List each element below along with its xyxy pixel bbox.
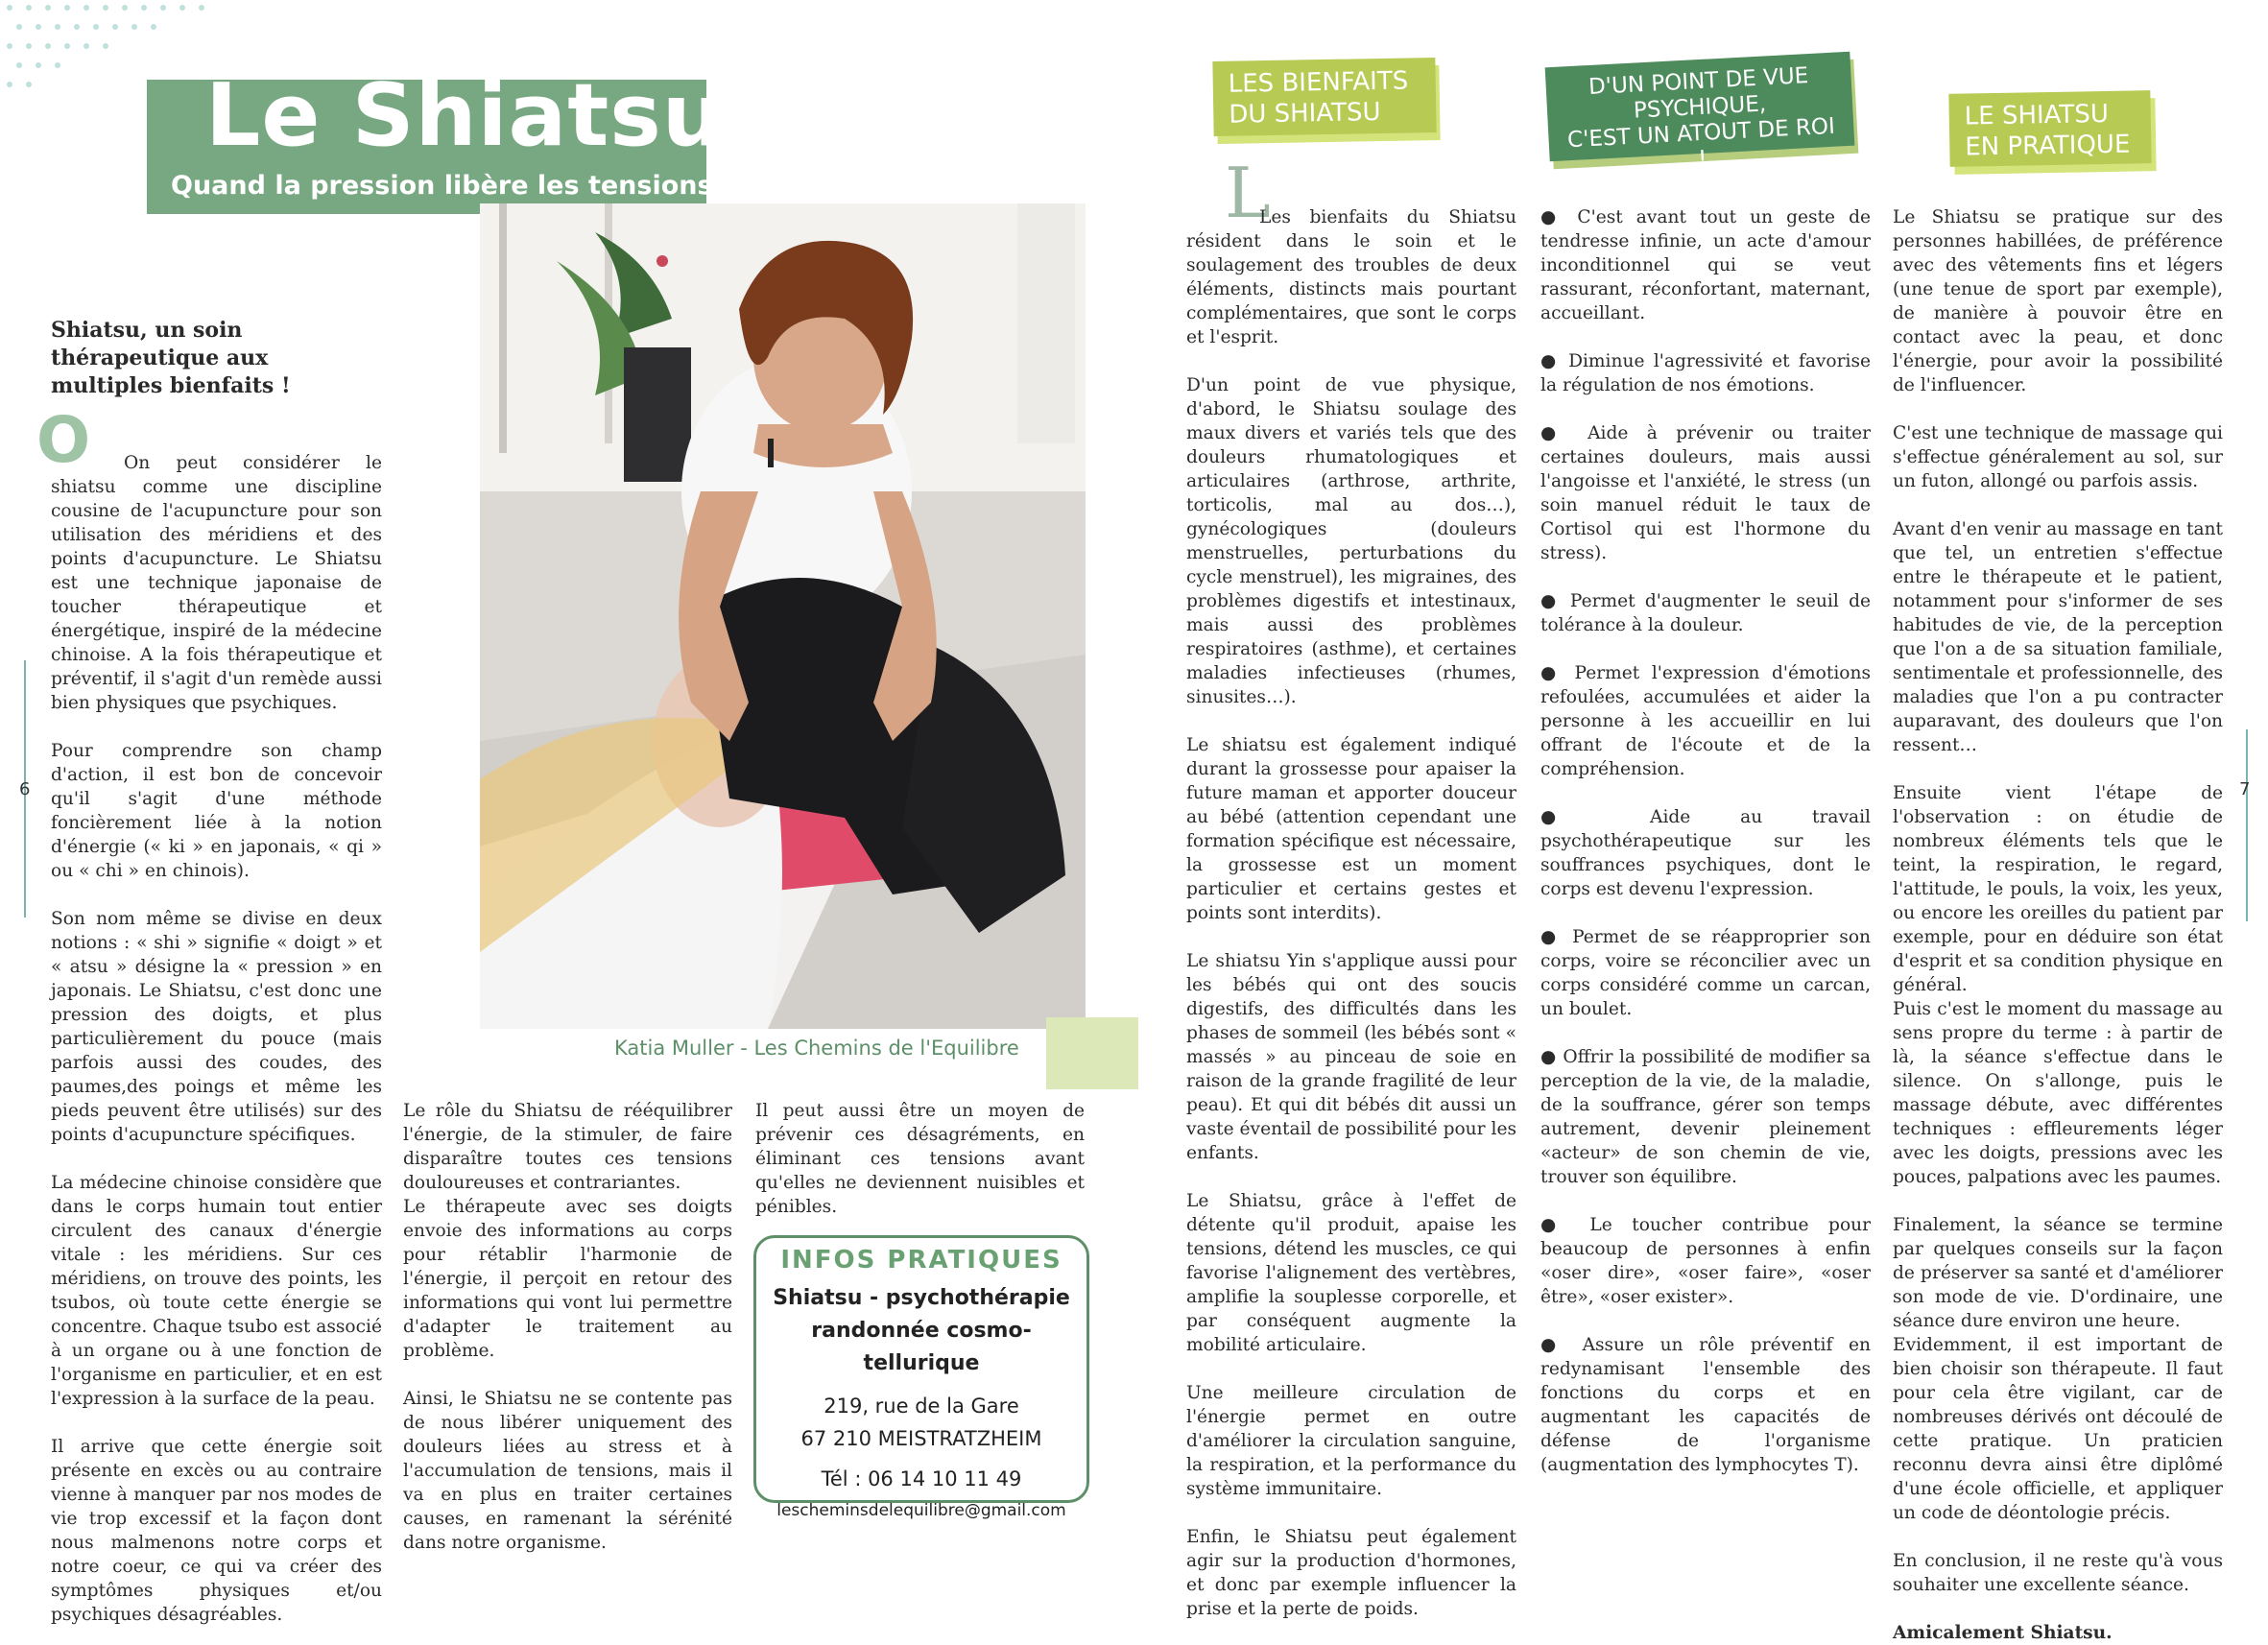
right-column-2: [1540, 205, 1871, 1477]
info-box: [753, 1235, 1089, 1520]
bullet-item: ● C'est avant tout un geste de tendresse infinie, un acte d'amour inconditionnel qui se veut rassurant, réconfortant, maternant, accueillant.: [1540, 207, 1871, 323]
paragraph: Ainsi, le Shiatsu ne se contente pas de nous libérer uniquement des douleurs liées au stress et à l'accumulation de tensions, mais il va en plus en traiter certaines causes, en ramenant la sérénité dans notre organisme.: [403, 1389, 732, 1553]
left-column-3: [755, 1099, 1085, 1219]
bullet-item: ● Le toucher contribue pour beaucoup de personnes à enfin «oser dire», «oser faire», «oser être», «oser exister».: [1540, 1215, 1871, 1307]
left-column-1: [51, 451, 382, 1627]
page-subtitle: Quand la pression libère les tensions !: [171, 171, 734, 201]
bullet-item: ● Aide au travail psychothérapeutique sur les souffrances psychiques, dont le corps est devenu l'expression.: [1540, 807, 1871, 899]
bullet-item: ● Diminue l'agressivité et favorise la régulation de nos émotions.: [1540, 351, 1871, 395]
paragraph: Il arrive que cette énergie soit présente en excès ou au contraire vienne à manquer par nos modes de vie trop excessif et la façon dont nous malmenons notre corps et notre coeur, ce qui va créer des symptômes physiques et/ou psychiques désagréables.: [51, 1437, 382, 1625]
paragraph: Il peut aussi être un moyen de prévenir ces désagréments, en éliminant ces tensions avant qu'elles ne deviennent nuisibles et pénibles.: [755, 1101, 1085, 1217]
paragraph: Le Shiatsu, grâce à l'effet de détente qu'il produit, apaise les tensions, détend les muscles, ce qui favorise l'alignement des vertèbres, amplifie la souplesse corporelle, et par conséquent augmente la mobilité articulaire.: [1186, 1191, 1516, 1355]
paragraph: La médecine chinoise considère que dans le corps humain tout entier circulent des canaux d'énergie vitale : les méridiens. Sur ces méridiens, on trouve des points, les tsubos, où toute cette énergie se concentre. Chaque tsubo est associé à un organe ou à une fonction de l'organisme en particulier, et en est l'expression à la surface de la peau.: [51, 1173, 382, 1409]
bullet-item: ● Offrir la possibilité de modifier sa perception de la vie, de la maladie, de la souffrance, gérer son temps autrement, devenir pleinement «acteur» de son chemin de vie, trouver son équilibre.: [1540, 1047, 1871, 1187]
right-margin-line: [2246, 729, 2248, 921]
bullet-item: ● Permet l'expression d'émotions refoulées, accumulées et aider la personne à les accueillir en lui offrant de l'écoute et de la compréhension.: [1540, 663, 1871, 779]
intro-heading: Shiatsu, un soin thérapeutique aux multiples bienfaits !: [51, 318, 291, 398]
info-services-line2: randonnée cosmo-tellurique: [811, 1319, 1032, 1375]
page-number-left: 6: [19, 779, 31, 799]
page-title: Le Shiatsu: [205, 65, 725, 166]
paragraph: Le shiatsu est également indiqué durant la grossesse pour apaiser la future maman et apporter douceur au bébé (attention cependant une formation spécifique est nécessaire, la grossesse est un moment particulier et certains gestes et points sont interdits).: [1186, 735, 1516, 923]
banner-psychique: D'UN POINT DE VUE PSYCHIQUE, C'EST UN ATOUT DE ROI !: [1545, 52, 1855, 162]
paragraph: C'est une technique de massage qui s'effectue généralement au sol, sur un futon, allongé ou parfois assis.: [1893, 423, 2223, 491]
paragraph: Le rôle du Shiatsu de rééquilibrer l'énergie, de la stimuler, de faire disparaître toutes ces tensions douloureuses et contrariantes. Le thérapeute avec ses doigts envoie des informations au corps pour rétablir l'harmonie de l'énergie, il perçoit en retour des informations qui vont lui permettre d'adapter le traitement au problème.: [403, 1101, 732, 1361]
info-phone: Tél : 06 14 10 11 49: [821, 1467, 1022, 1490]
paragraph: Ensuite vient l'étape de l'observation : on étudie de nombreux éléments tels que le teint, la respiration, le regard, l'attitude, le pouls, la voix, les yeux, ou encore les oreilles du patient par exemple, pour en déduire son état d'esprit et sa condition physique en général. Puis c'est le moment du massage au sens propre du terme : à partir de là, la séance s'effectue dans le silence. On s'allonge, puis le massage débute, avec différentes techniques : effleurements léger avec les doigts, pressions avec les pouces, palpations avec les paumes.: [1893, 783, 2223, 1187]
paragraph: Pour comprendre son champ d'action, il est bon de concevoir qu'il s'agit d'une méthode foncièrement liée à la notion d'énergie (« ki » en japonais, « qi » ou « chi » en chinois).: [51, 741, 382, 881]
dropcap-o: O: [36, 403, 91, 477]
right-column-1: [1186, 205, 1516, 1621]
paragraph: Avant d'en venir au massage en tant que tel, un entretien s'effectue entre le thérapeute et le patient, notamment pour s'informer de ses habitudes de vie, de la perception que l'on a de sa situation familiale, sentimentale et professionnelle, des maladies que l'on a pu contracter auparavant, des douleurs que l'on ressent…: [1893, 519, 2223, 755]
bullet-item: ● Assure un rôle préventif en redynamisant l'ensemble des fonctions du corps et en augmentant les capacités de défense de l'organisme (augmentation des lymphocytes T).: [1540, 1335, 1871, 1475]
signoff: Amicalement Shiatsu.: [1893, 1623, 2113, 1643]
page-number-right: 7: [2239, 779, 2251, 799]
right-column-3: [1893, 205, 2223, 1645]
paragraph: Finalement, la séance se termine par quelques conseils sur la façon de préserver sa santé et d'améliorer son mode de vie. D'ordinaire, une séance dure environ une heure. Evidemment, il est important de bien choisir son thérapeute. Il faut pour cela être vigilant, car de nombreuses dérivés ont découlé de cette pratique. Un praticien reconnu devra ainsi être diplômé d'une école officielle, et appliquer un code de déontologie précis.: [1893, 1215, 2223, 1523]
photo-caption: Katia Muller - Les Chemins de l'Equilibre: [614, 1037, 1019, 1060]
dropcap-l: L: [1225, 153, 1271, 233]
paragraph: Son nom même se divise en deux notions : « shi » signifie « doigt » et « atsu » désigne la « pression » en japonais. Le Shiatsu, c'est donc une pression des doigts, et plus particulièrement du pouce (mais parfois aussi des coudes, des paumes,des poings et même les pieds peuvent être utilisés) sur des points d'acupuncture spécifiques.: [51, 909, 382, 1145]
bullet-item: ● Permet de se réapproprier son corps, voire se réconcilier avec un corps considéré comme un carcan, un boulet.: [1540, 927, 1871, 1019]
paragraph: Le shiatsu Yin s'applique aussi pour les bébés qui ont des soucis digestifs, des difficultés dans les phases de sommeil (les bébés sont « massés » au pinceau de soie en raison de la grande fragilité de leur peau). Et qui dit bébés dit aussi un vaste éventail de possibilité pour les enfants.: [1186, 951, 1516, 1163]
paragraph: Le Shiatsu se pratique sur des personnes habillées, de préférence avec des vêtements fins et légers (une tenue de sport par exemple), de manière à pouvoir être en contact avec la peau, et donc l'énergie, pour avoir la possibilité de l'influencer.: [1893, 207, 2223, 395]
bullet-item: ● Aide à prévenir ou traiter certaines douleurs, mais aussi l'angoisse et l'anxiété, le stress (un soin manuel réduit le taux de Cortisol qui est l'hormone du stress).: [1540, 423, 1871, 563]
paragraph: D'un point de vue physique, d'abord, le Shiatsu soulage des maux divers et variés tels que des douleurs rhumatologiques et articulaires (arthrose, arthrite, torticolis, mal au dos…), gynécologiques (douleurs menstruelles, perturbations du cycle menstruel), les migraines, des problèmes digestifs et intestinaux, mais aussi des problèmes respiratoires (asthme), et certaines maladies infectieuses (rhumes, sinusites…).: [1186, 375, 1516, 707]
info-email: lescheminsdelequilibre@gmail.com: [776, 1501, 1066, 1520]
banner-bienfaits: LES BIENFAITS DU SHIATSU: [1212, 58, 1436, 136]
info-title: INFOS PRATIQUES: [780, 1246, 1062, 1275]
paragraph: Enfin, le Shiatsu peut également agir sur la production d'hormones, et donc par exemple influencer la prise et la perte de poids.: [1186, 1527, 1516, 1619]
paragraph: Les bienfaits du Shiatsu résident dans le soin et le soulagement des troubles de deux éléments, distincts mais pourtant complémentaires, que sont le corps et l'esprit.: [1186, 207, 1516, 347]
bullet-item: ● Permet d'augmenter le seuil de tolérance à la douleur.: [1540, 591, 1871, 635]
paragraph: On peut considérer le shiatsu comme une discipline cousine de l'acupuncture pour son utilisation des méridiens et des points d'acupuncture. Le Shiatsu est une technique japonaise de toucher thérapeutique et énergétique, inspiré de la médecine chinoise. A la fois thérapeutique et préventif, il s'agit d'un remède aussi bien physiques que psychiques.: [51, 453, 382, 713]
paragraph: Une meilleure circulation de l'énergie permet en outre d'améliorer la circulation sanguine, la respiration, et la performance du système immunitaire.: [1186, 1383, 1516, 1499]
paragraph: En conclusion, il ne reste qu'à vous souhaiter une excellente séance.: [1893, 1551, 2223, 1595]
info-address-street: 219, rue de la Gare: [824, 1395, 1019, 1418]
info-address-city: 67 210 MEISTRATZHEIM: [800, 1427, 1042, 1450]
info-services-line1: Shiatsu - psychothérapie: [773, 1286, 1070, 1310]
massage-photo: [480, 203, 1086, 1029]
left-column-2: [403, 1099, 732, 1555]
banner-pratique: LE SHIATSU EN PRATIQUE: [1948, 90, 2151, 167]
caption-accent-square: [1046, 1017, 1138, 1089]
